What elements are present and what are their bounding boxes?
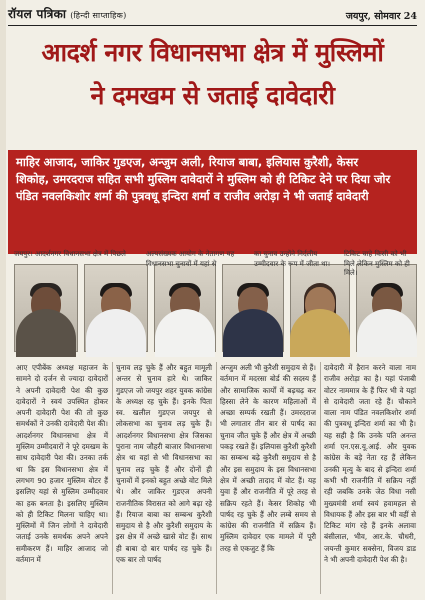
photo-candidate-5 bbox=[290, 264, 350, 352]
article-column-2: चुनाव लड़ चुके हैं और बहुत मामूली अन्तर से चुनाव हारे थे। जाकिर गुडएज जो जयपुर शहर युवक कांग्रेस के अध्यक्ष रह चुके हैं। इनके पिता स्व. खलील गुडएज जयपुर से लोकसभा का चुनाव लड़ चुके हैं। आदर्शनगर विधानसभा क्षेत्र जिसका पुराना नाम जौहरी बाजार विधानसभा क्षेत्र था वहां से भी विधानसभा का चुनाव लड़ चुके हैं और दोनों ही चुनावों में इनको बहुत अच्छे वोट मिले थे। और जाकिर गुडएज अपनी राजनीतिक विरासत को आगे बढ़ा रहे हैं। रियाज बाबा का सम्बन्ध कुरैशी समुदाय से है और कुरैशी समुदाय के इस क्षेत्र में अच्छे खासे वोट हैं। साथ ही बाबा दो बार पार्षद रह चुके हैं। एक बार तो पार्षद bbox=[116, 363, 212, 565]
photo-candidate-6 bbox=[356, 264, 417, 352]
subhead-line: शिकोह, उमरदराज सहित सभी मुस्लिम दावेदारों ने मुस्लिम को ही टिकिट देने पर दिया जोर bbox=[16, 172, 391, 187]
headline-line-2: ने दमखम से जताई दावेदारी bbox=[90, 81, 335, 110]
photo-caption-strip bbox=[14, 250, 417, 278]
masthead bbox=[8, 4, 417, 26]
headline-line-1: आदर्श नगर विधानसभा क्षेत्र में मुस्लिमों bbox=[41, 38, 384, 67]
page-edge bbox=[0, 0, 6, 600]
issue-date: जयपुर, सोमवार 24 bbox=[345, 11, 417, 22]
photo-candidate-4 bbox=[222, 264, 284, 352]
photo-candidate-2 bbox=[84, 264, 148, 352]
subhead-line: माहिर आजाद, जाकिर गुडएज, अन्जुम अली, रियाज बाबा, इलियास कुरैशी, केसर bbox=[16, 155, 359, 169]
caption-snippet: टिकिट चाहे किसी को भी मिले लेकिन मुस्लिम को ही मिले। bbox=[344, 250, 410, 278]
caption-snippet: जयपुर। आदर्शनगर विधानसभा क्षेत्र में पिछले bbox=[14, 250, 126, 258]
publication-title: रॉयल पत्रिका bbox=[8, 7, 67, 21]
caption-snippet: का चुनाव उन्होंने निर्दलीय उम्मीदवार के रूप में जीता था। bbox=[254, 250, 331, 268]
headline bbox=[8, 30, 417, 146]
column-rule bbox=[112, 362, 113, 594]
subhead-line: पंडित नवलकिशोर शर्मा की पुत्रवधू इन्दिरा शर्मा व राजीव अरोड़ा ने भी जताई दावेदारी bbox=[16, 189, 369, 204]
article-column-4: दावेदारी में हैरान करने वाला नाम राजीव अरोड़ा का है। यहां पंजाबी वोटर नाममात्र के हैं फिर भी वे यहां से दावेदारी जता रहे हैं। चौकाने वाला नाम पंडित नवलकिशोर शर्मा की पुत्रवधू इन्दिरा शर्मा का भी है। यह सही है कि उनके पति अनन्त शर्मा एन.एस.यू.आई. और युवक कांग्रेस के बड़े नेता रह हैं लेकिन उनकी मृत्यु के बाद से इन्दिरा शर्मा कभी भी राजनीति में सक्रिय नहीं रही जबकि उनके जेठ विधा नसी मुख्यमंत्री शर्मा स्वयं हवामहल से विधायक हैं और इस बार भी वहीं से टिकिट मांग रहे हैं इनके अलावा बंसीलाल, भीव, आर.के. चौधरी, जयन्ती कुमार सक्सेना, विजय डाड ने भी अपनी दावेदारी पेश की है। bbox=[324, 363, 416, 565]
article-column-3: अन्जुम अली भी कुरैशी समुदाय से हैं। वर्तमान में मदरसा बोर्ड की सदस्य हैं और सामाजिक कार्यों में बढ़चढ़ कर हिस्सा लेने के कारण महिलाओं में अच्छा सम्पर्क रखती हैं। उमरदराज भी लगातार तीन बार से पार्षद का चुनाव जीत चुके हैं और क्षेत्र में अच्छी पकड़ रखते हैं। इलियास कुरैशी कुरैशी का सम्बन्ध बढ़े कुरैशी समुदाय से है और इस समुदाय के इस विधानसभा क्षेत्र में अच्छी तादाद में वोट हैं। यह युवा हैं और राजनीति में पूरे तरह से सक्रिय रहते हैं। केसर शिकोह भी पार्षद रह चुके हैं और लम्बे समय से कांग्रेस की राजनीति में सक्रिय हैं। मुस्लिम दावेदार एक मामले में पूरी तरह से एकजुट हैं कि bbox=[220, 363, 316, 553]
column-rule bbox=[320, 362, 321, 594]
article-column-1: आए एपीबेंक अध्यक्ष महाजन के सामने दो दर्जन से ज्यादा दावेदारों ने अपनी दावेदारी पेश की कुछ दावेदारों ने स्वयं उपस्थित होकर अपनी दावेदारी पेश की तो कुछ समर्थकों ने उनकी दावेदारी पेश की। आदर्शनगर विधानसभा क्षेत्र में मुस्लिम उम्मीदवारों ने पूरे दमखम के साथ दावेदारी पेश की। उनका तर्क था कि इस विधानसभा क्षेत्र में लगभग 90 हजार मुस्लिम वोटर हैं इसलिए यहां से मुस्लिम उम्मीदवार का हक बनता है। इसलिए मुस्लिम को ही टिकिट मिलना चाहिए था। मुस्लिमों में जिन लोगों ने दावेदारी जताई उनके समर्थक अपने अपने समीकरण हैं। माहिर आजाद जो वर्तमान में bbox=[16, 363, 108, 565]
column-rule bbox=[216, 362, 217, 594]
photo-candidate-3 bbox=[154, 264, 216, 352]
edition-label: (हिन्दी साप्ताहिक) bbox=[70, 11, 127, 20]
caption-snippet: अल्पसंख्यक आयोग के नेतागण यह विधानसभा चुनावों में यहां से bbox=[146, 250, 235, 268]
photo-candidate-1 bbox=[14, 264, 78, 352]
subheadline-box bbox=[8, 150, 417, 254]
publication-name bbox=[8, 5, 127, 22]
